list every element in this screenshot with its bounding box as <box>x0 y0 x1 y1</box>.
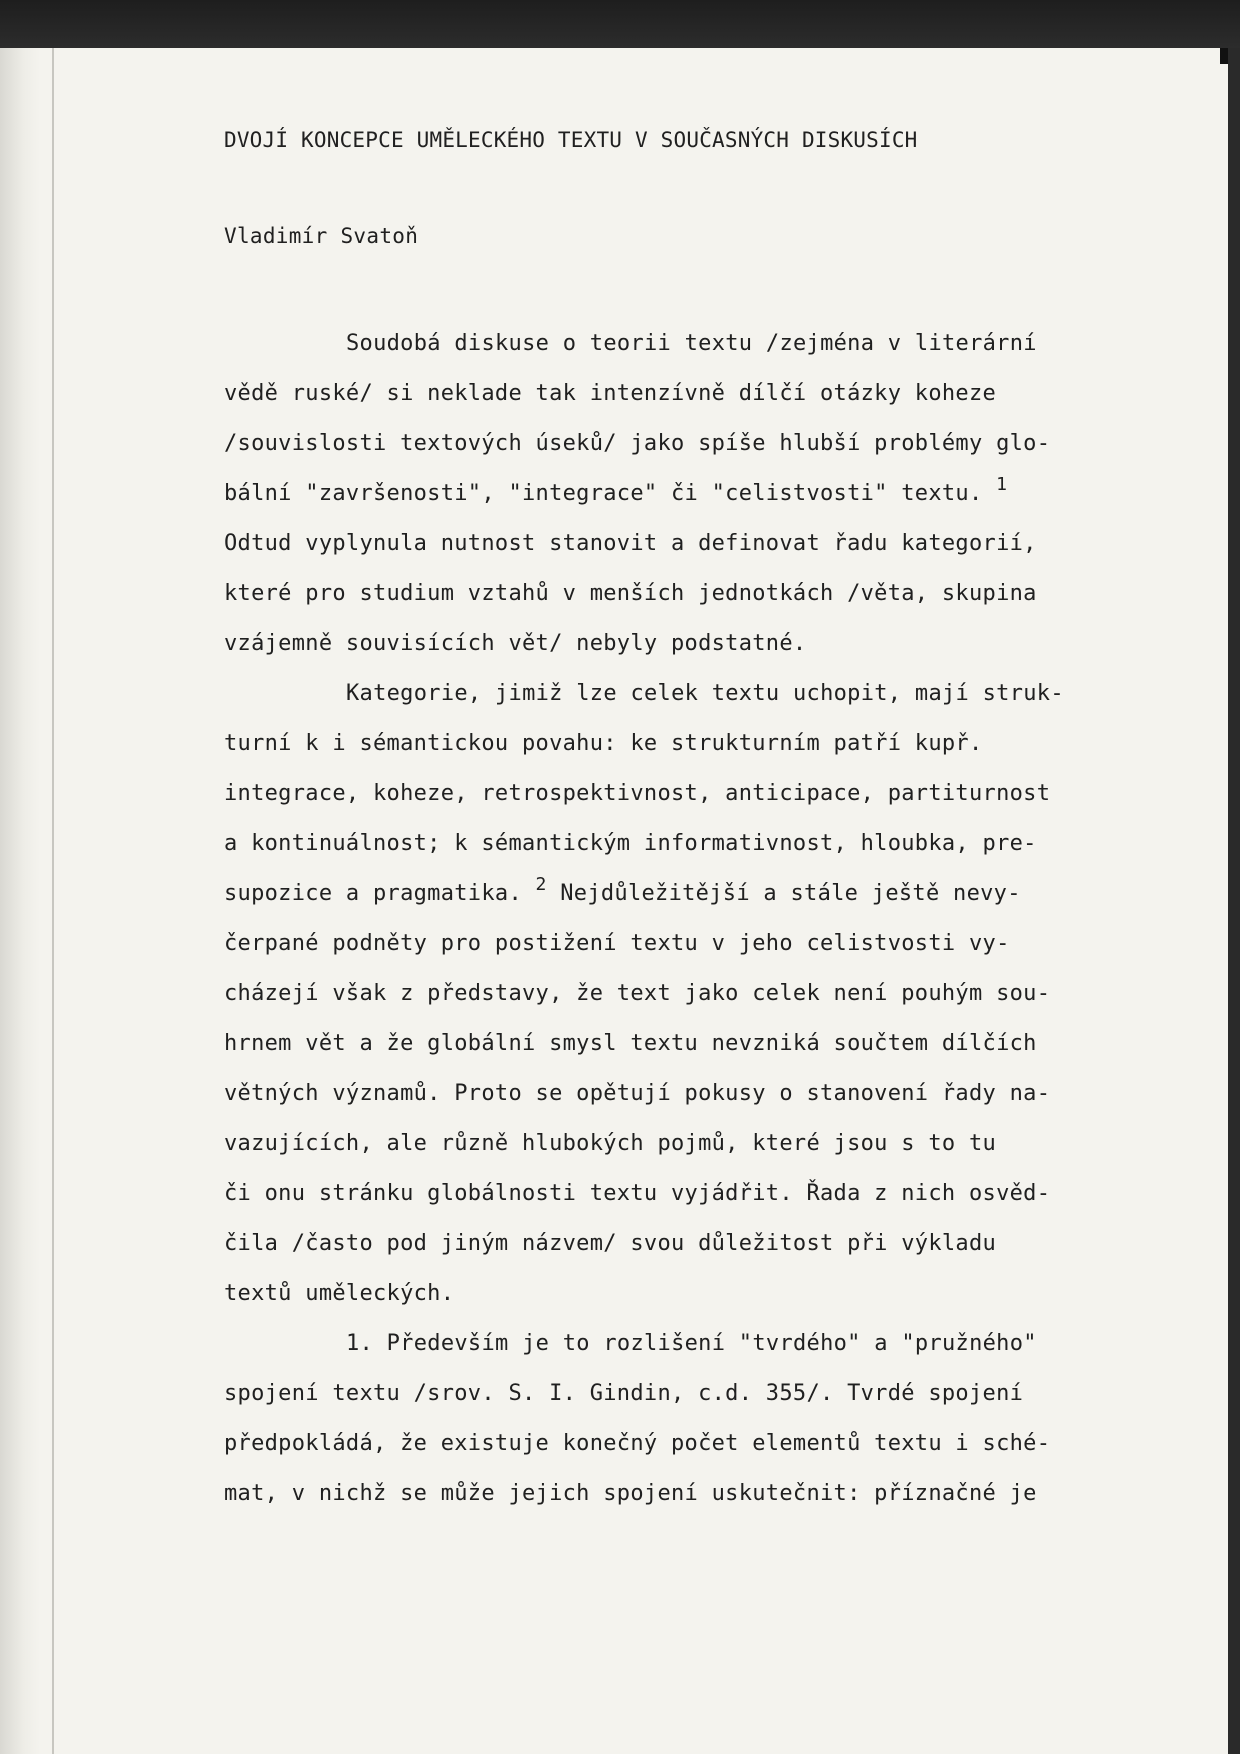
document-page <box>0 48 1228 1754</box>
paragraph-2-line-5-text-a: supozice a pragmatika. <box>224 881 522 906</box>
paragraph-1-line-2: vědě ruské/ si neklade tak intenzívně dílčí otázky koheze <box>224 381 997 406</box>
paragraph-2-line-9: větných významů. Proto se opětují pokusy o stanovení řady na- <box>224 1081 1051 1106</box>
paragraph-2-line-1: Kategorie, jimiž lze celek textu uchopit, mají struk- <box>346 681 1064 706</box>
paragraph-2-line-12: čila /často pod jiným názvem/ svou důležitost při výkladu <box>224 1231 997 1256</box>
paragraph-2-line-6: čerpané podněty pro postižení textu v jeho celistvosti vy- <box>224 931 1010 956</box>
paragraph-2-line-7: cházejí však z představy, že text jako celek není pouhým sou- <box>224 981 1051 1006</box>
paragraph-2-line-13: textů uměleckých. <box>224 1281 455 1306</box>
paragraph-2-line-3: integrace, koheze, retrospektivnost, anticipace, partiturnost <box>224 781 1051 806</box>
paragraph-2-line-10: vazujících, ale různě hlubokých pojmů, které jsou s to tu <box>224 1131 997 1156</box>
paragraph-3-line-3: předpokládá, že existuje konečný počet elementů textu i sché- <box>224 1431 1051 1456</box>
paragraph-3-line-4: mat, v nichž se může jejich spojení uskutečnit: příznačné je <box>224 1481 1037 1506</box>
paragraph-2-line-2: turní k i sémantickou povahu: ke strukturním patří kupř. <box>224 731 983 756</box>
paragraph-1-line-5: Odtud vyplynula nutnost stanovit a definovat řadu kategorií, <box>224 531 1037 556</box>
paragraph-2-line-4: a kontinuálnost; k sémantickým informativnost, hloubka, pre- <box>224 831 1037 856</box>
paragraph-1-line-3: /souvislosti textových úseků/ jako spíše hlubší problémy glo- <box>224 431 1051 456</box>
paragraph-1-line-4-text: bální "završenosti", "integrace" či "celistvosti" textu. <box>224 481 983 506</box>
paragraph-2-line-8: hrnem vět a že globální smysl textu nevzniká součtem dílčích <box>224 1031 1037 1056</box>
scan-top-edge <box>0 0 1240 48</box>
page-text <box>0 48 1228 1754</box>
paragraph-1-line-4 <box>224 474 1008 506</box>
footnote-mark-1: 1 <box>996 474 1008 495</box>
paragraph-1-line-6: které pro studium vztahů v menších jednotkách /věta, skupina <box>224 581 1037 606</box>
paragraph-3-line-1: 1. Především je to rozlišení "tvrdého" a "pružného" <box>346 1331 1037 1356</box>
document-title: DVOJÍ KONCEPCE UMĚLECKÉHO TEXTU V SOUČASNÝCH DISKUSÍCH <box>224 128 918 152</box>
paragraph-1-line-1: Soudobá diskuse o teorii textu /zejména v literární <box>346 331 1037 356</box>
paragraph-1-line-7: vzájemně souvisících vět/ nebyly podstatné. <box>224 631 807 656</box>
paragraph-2-line-5 <box>224 874 1021 906</box>
footnote-mark-2: 2 <box>535 874 547 895</box>
paragraph-2-line-5-text-b: Nejdůležitější a stále ještě nevy- <box>560 881 1021 906</box>
paragraph-2-line-11: či onu stránku globálnosti textu vyjádřit. Řada z nich osvěd- <box>224 1181 1051 1206</box>
paragraph-3-line-2: spojení textu /srov. S. I. Gindin, c.d. 355/. Tvrdé spojení <box>224 1381 1024 1406</box>
document-author: Vladimír Svatoň <box>224 224 419 248</box>
